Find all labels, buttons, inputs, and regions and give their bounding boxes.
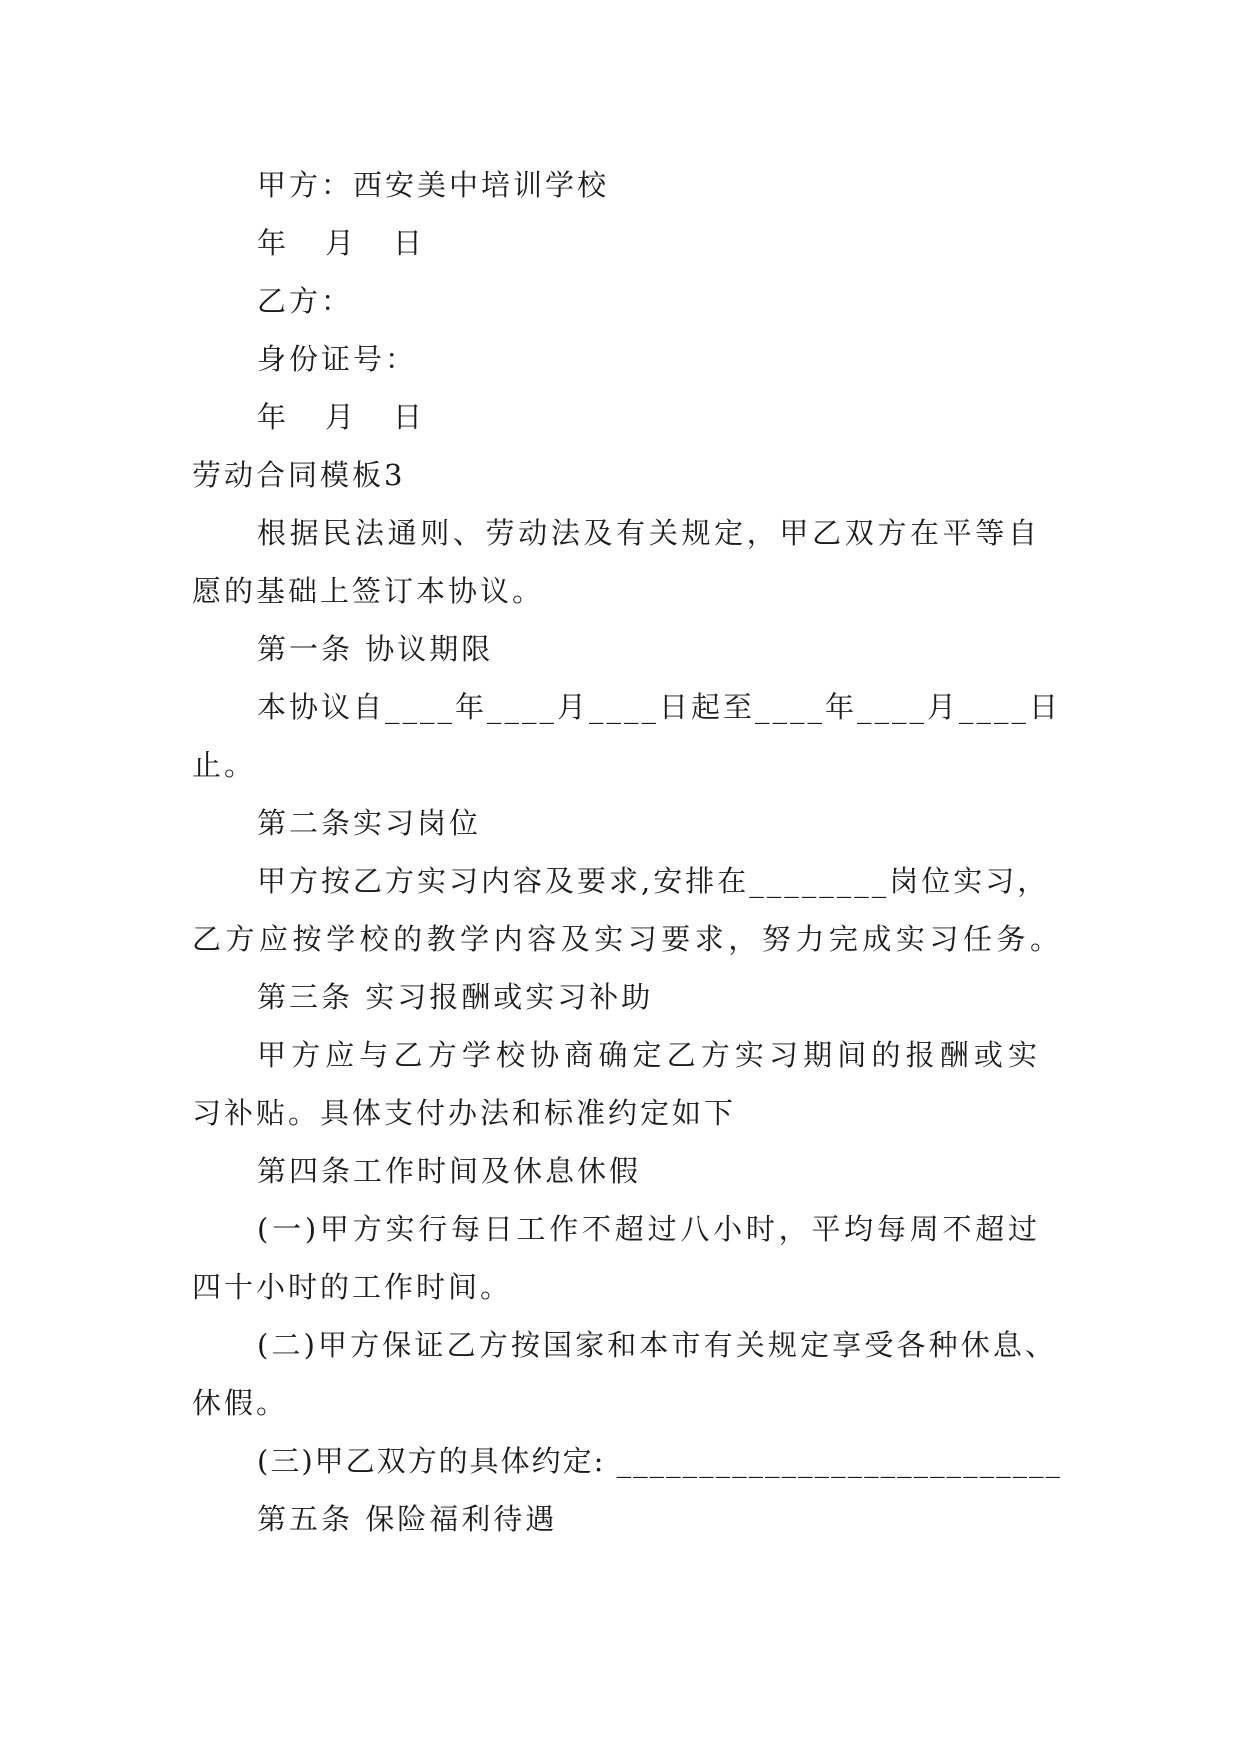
party-b-line: 乙方：	[257, 284, 354, 318]
article-heading: 第二条实习岗位	[257, 806, 482, 840]
paragraph-line: 根据民法通则、劳动法及有关规定，甲乙双方在平等自	[257, 516, 1040, 550]
paragraph-line: (三)甲乙双方的具体约定: ___________________________	[257, 1444, 1063, 1478]
paragraph-line: 止。	[192, 748, 257, 782]
paragraph-line: 休假。	[192, 1386, 289, 1420]
article-heading: 第三条 实习报酬或实习补助	[257, 980, 654, 1014]
date-line-b: 年 月 日	[257, 400, 428, 434]
article-heading: 第一条 协议期限	[257, 632, 494, 666]
article-heading: 第四条工作时间及休息休假	[257, 1154, 642, 1188]
article-heading: 第五条 保险福利待遇	[257, 1502, 558, 1536]
paragraph-line: 本协议自____年____月____日起至____年____月____日	[257, 690, 1062, 724]
id-number-line: 身份证号：	[257, 342, 418, 376]
paragraph-line: 四十小时的工作时间。	[192, 1270, 513, 1304]
paragraph-line: (一)甲方实行每日工作不超过八小时，平均每周不超过	[257, 1212, 1040, 1246]
paragraph-line: 愿的基础上签订本协议。	[192, 574, 545, 608]
section-title: 劳动合同模板3	[192, 458, 406, 492]
date-line-a: 年 月 日	[257, 226, 428, 260]
paragraph-line: 甲方按乙方实习内容及要求,安排在________岗位实习，	[257, 864, 1050, 898]
paragraph-line: 乙方应按学校的教学内容及实习要求，努力完成实习任务。	[192, 922, 1062, 956]
paragraph-line: 甲方应与乙方学校协商确定乙方实习期间的报酬或实	[257, 1038, 1040, 1072]
party-a-line: 甲方：西安美中培训学校	[257, 168, 610, 202]
paragraph-line: (二)甲方保证乙方按国家和本市有关规定享受各种休息、	[257, 1328, 1057, 1362]
paragraph-line: 习补贴。具体支付办法和标准约定如下	[192, 1096, 737, 1130]
